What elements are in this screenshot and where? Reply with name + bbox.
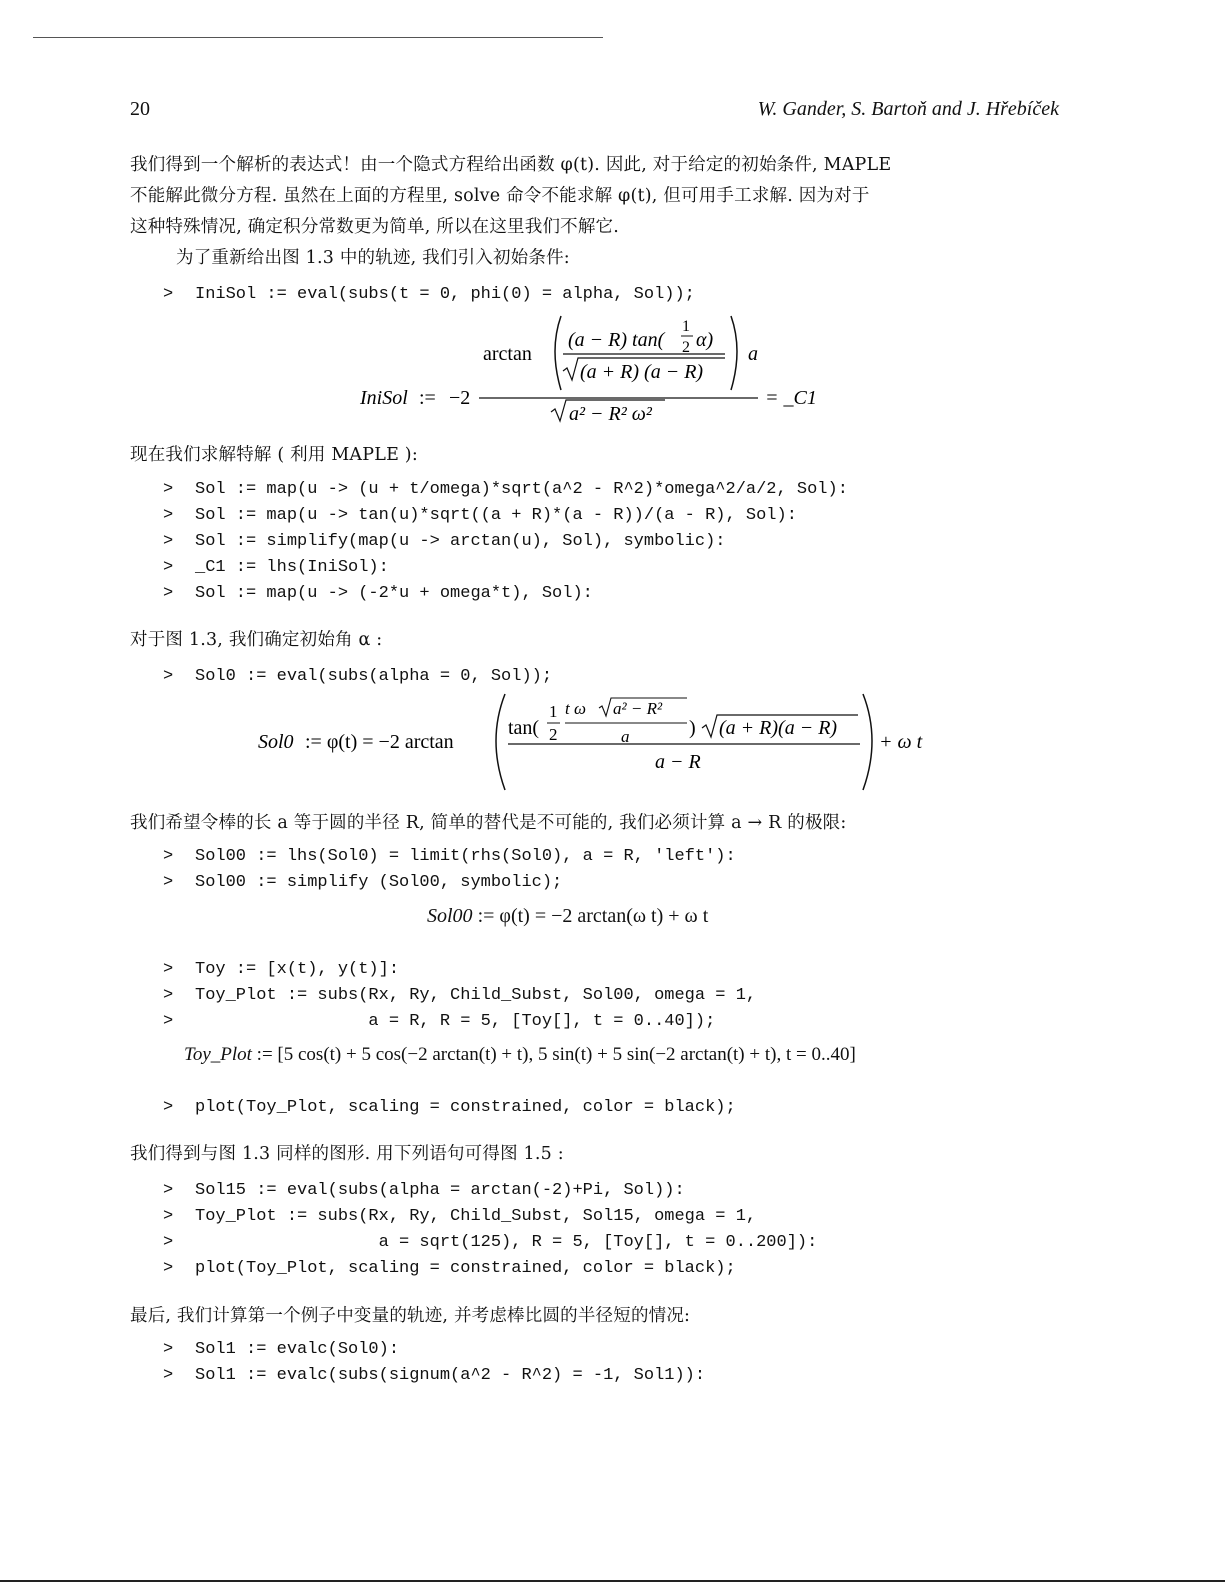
maple-input-line [163,1012,715,1031]
maple-input-line [163,506,797,525]
prompt: > [163,1259,174,1278]
prompt: > [163,1340,174,1359]
math-symbol: ) [689,717,696,739]
paragraph-line: 这种特殊情况, 确定积分常数更为简单, 所以在这里我们不解它. [130,217,620,237]
math-symbol: (a − R) tan( [568,329,665,351]
code-text: a = R, R = 5, [Toy[], t = 0..40]); [195,1012,716,1031]
paragraph-line: 为了重新给出图 1.3 中的轨迹, 我们引入初始条件: [176,248,570,268]
math-symbol: := φ(t) = −2 arctan [305,731,454,753]
code-text: Sol := map(u -> (-2*u + omega*t), Sol): [195,584,593,603]
paragraph-line: 我们得到与图 1.3 同样的图形. 用下列语句可得图 1.5 : [130,1144,564,1164]
code-text: Sol00 := simplify (Sol00, symbolic); [195,873,563,892]
math-symbol: a − R [655,751,701,773]
prompt: > [163,1098,174,1117]
code-text: Toy := [x(t), y(t)]: [195,960,400,979]
maple-input-line [163,847,736,866]
paragraph-line: 我们得到一个解析的表达式！由一个隐式方程给出函数 φ(t). 因此, 对于给定的初始条件, MAPLE [130,155,892,175]
paragraph-line: 现在我们求解特解 ( 利用 MAPLE ): [130,445,418,465]
paragraph-line: 我们希望令棒的长 a 等于圆的半径 R, 简单的替代是不可能的, 我们必须计算 a → R 的极限: [130,813,847,833]
prompt: > [163,584,174,603]
prompt: > [163,1012,174,1031]
math-symbol: 2 [682,339,690,356]
math-symbol: 1 [549,702,558,721]
maple-input-line [163,1340,399,1359]
code-text: plot(Toy_Plot, scaling = constrained, color = black); [195,1259,736,1278]
math-symbol: Toy_Plot [184,1044,252,1065]
math-symbol: 1 [682,318,690,335]
bottom-rule [0,1580,1225,1582]
code-text: Sol1 := evalc(subs(signum(a^2 - R^2) = -1, Sol1)): [195,1366,706,1385]
code-text: a = sqrt(125), R = 5, [Toy[], t = 0..200]): [195,1233,818,1252]
prompt: > [163,558,174,577]
prompt: > [163,847,174,866]
maple-input-line [163,285,695,304]
math-symbol: = _C1 [765,387,817,409]
math-symbol: (a + R) (a − R) [580,361,704,383]
maple-input-line [163,1259,736,1278]
inisol-formula [355,308,835,428]
math-symbol: := φ(t) = −2 arctan(ω t) + ω t [477,905,709,927]
maple-input-line [163,558,389,577]
math-symbol: arctan [483,343,532,365]
math-symbol: (a + R)(a − R) [719,717,838,739]
math-symbol: t ω [565,699,586,718]
math-symbol: a [621,727,630,746]
prompt: > [163,986,174,1005]
maple-input-line [163,480,848,499]
code-text: Sol := simplify(map(u -> arctan(u), Sol), symbolic): [195,532,726,551]
math-symbol: Sol00 [427,905,473,927]
paragraph-line: 最后, 我们计算第一个例子中变量的轨迹, 并考虑棒比圆的半径短的情况: [130,1306,691,1326]
prompt: > [163,1207,174,1226]
top-rule [33,37,603,38]
code-text: Sol0 := eval(subs(alpha = 0, Sol)); [195,667,553,686]
prompt: > [163,1181,174,1200]
prompt: > [163,285,174,304]
math-symbol: 2 [549,725,558,744]
maple-input-line [163,873,562,892]
maple-input-line [163,960,399,979]
code-text: Sol15 := eval(subs(alpha = arctan(-2)+Pi, Sol)): [195,1181,685,1200]
code-text: Sol := map(u -> tan(u)*sqrt((a + R)*(a - R))/(a - R), Sol): [195,506,797,525]
prompt: > [163,667,174,686]
math-symbol: α) [696,329,714,351]
math-symbol: tan( [508,717,540,739]
maple-input-line [163,532,726,551]
maple-input-line [163,1233,817,1252]
maple-input-line [163,584,593,603]
code-text: Sol := map(u -> (u + t/omega)*sqrt(a^2 - R^2)*omega^2/a/2, Sol): [195,480,848,499]
code-text: Toy_Plot := subs(Rx, Ry, Child_Subst, Sol15, omega = 1, [195,1207,757,1226]
maple-input-line [163,1366,705,1385]
prompt: > [163,532,174,551]
maple-input-line [163,1181,685,1200]
code-text: IniSol := eval(subs(t = 0, phi(0) = alpha, Sol)); [195,285,695,304]
page-number: 20 [130,98,150,120]
sol0-formula [255,690,945,795]
math-symbol: a² − R² [613,699,663,718]
math-symbol: Sol0 [258,731,294,753]
maple-input-line [163,986,756,1005]
math-symbol: + ω t [879,731,923,753]
sol00-formula [427,905,708,928]
prompt: > [163,960,174,979]
code-text: Toy_Plot := subs(Rx, Ry, Child_Subst, Sol00, omega = 1, [195,986,757,1005]
prompt: > [163,873,174,892]
prompt: > [163,1366,174,1385]
paragraph-line: 对于图 1.3, 我们确定初始角 α : [130,630,383,650]
math-symbol: IniSol [360,387,408,409]
code-text: Sol1 := evalc(Sol0): [195,1340,400,1359]
math-symbol: := [5 cos(t) + 5 cos(−2 arctan(t) + t), 5 sin(t) + 5 sin(−2 arctan(t) + t), t = 0..40] [256,1044,856,1065]
maple-input-line [163,667,552,686]
running-header-authors: W. Gander, S. Bartoň and J. Hřebíček [757,98,1059,120]
maple-input-line [163,1098,736,1117]
toyplot-formula [184,1044,856,1066]
maple-input-line [163,1207,756,1226]
prompt: > [163,1233,174,1252]
math-symbol: −2 [449,387,471,409]
prompt: > [163,506,174,525]
code-text: _C1 := lhs(IniSol): [195,558,389,577]
code-text: plot(Toy_Plot, scaling = constrained, color = black); [195,1098,736,1117]
paragraph-line: 不能解此微分方程. 虽然在上面的方程里, solve 命令不能求解 φ(t), 但可用手工求解. 因为对于 [130,186,870,206]
code-text: Sol00 := lhs(Sol0) = limit(rhs(Sol0), a = R, 'left'): [195,847,736,866]
prompt: > [163,480,174,499]
math-symbol: a² − R² ω² [569,403,652,425]
math-symbol: a [748,343,758,365]
math-symbol: := [419,387,436,409]
